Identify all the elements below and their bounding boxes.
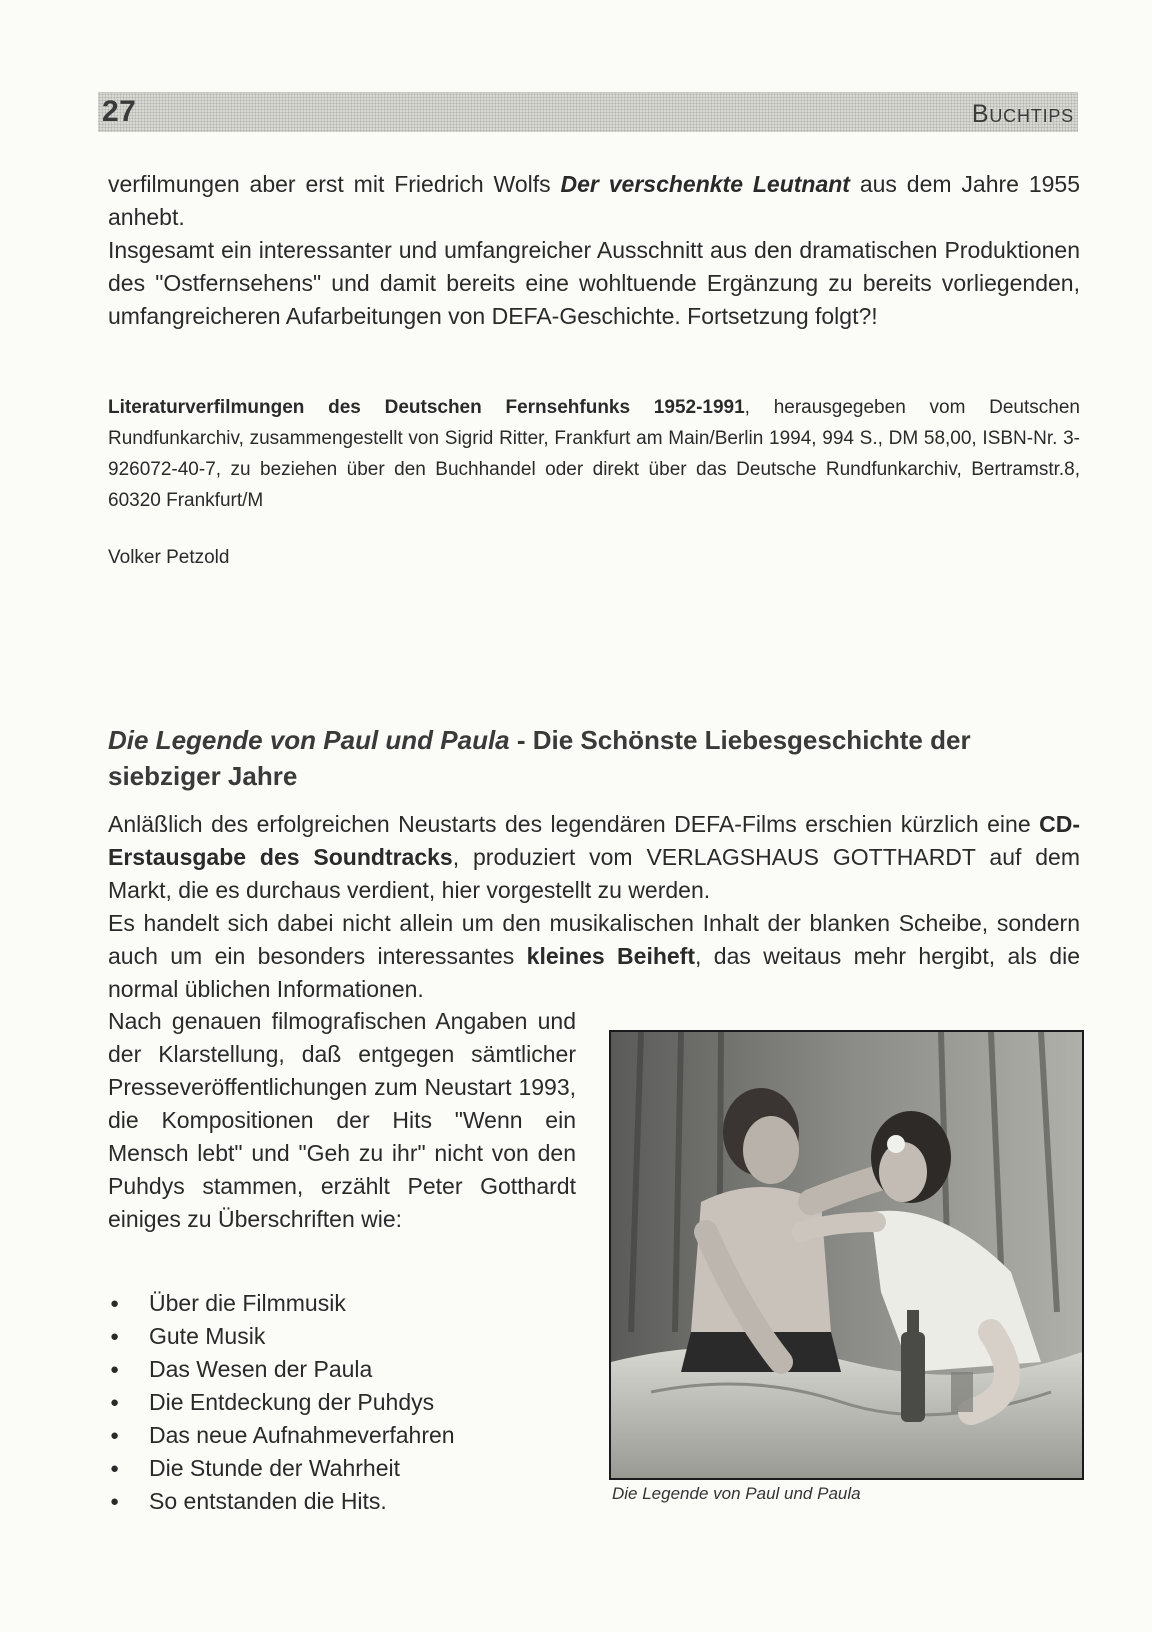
text-run: Anläßlich des erfolgreichen Neustarts des legendären DEFA-Films erschien kürzlich eine — [108, 811, 1040, 837]
film-still-illustration — [611, 1032, 1082, 1478]
list-item — [108, 1452, 588, 1485]
film-title: Der verschenkte Leutnant — [560, 171, 850, 197]
list-item-text: Die Stunde der Wahrheit — [149, 1455, 401, 1481]
page-header — [98, 92, 1078, 132]
list-item — [108, 1419, 588, 1452]
text-run: Es handelt sich dabei nicht allein um den musikalischen Inhalt der blanken Scheibe, sondern auch um ein besonders interessantes — [108, 910, 1080, 969]
topic-list — [108, 1287, 588, 1518]
bullet-icon: ● — [110, 1295, 120, 1312]
photo-caption: Die Legende von Paul und Paula — [612, 1484, 861, 1503]
review1-paragraph-2: Insgesamt ein interessanter und umfangreicher Ausschnitt aus den dramatischen Produktionen des "Ostfernsehens" und damit bereits eine wohltuende Ergänzung zu bereits vorliegenden, umfangreicheren Aufarbeitungen von DEFA-Geschichte. Fortsetzung folgt?! — [108, 237, 1080, 329]
bibliography — [108, 392, 1080, 516]
text-run: aus dem Jahre 1955 anhebt. — [108, 171, 1080, 230]
list-item — [108, 1353, 588, 1386]
bullet-icon: ● — [110, 1328, 120, 1345]
author-name: Volker Petzold — [108, 547, 230, 568]
emphasis: CD-Erstausgabe des Soundtracks — [108, 811, 1080, 870]
list-item-text: Die Entdeckung der Puhdys — [149, 1389, 435, 1415]
article-heading — [108, 722, 1068, 794]
bullet-icon: ● — [110, 1460, 120, 1477]
text-run: , das weitaus mehr hergibt, als die normal üblichen Informationen. — [108, 943, 1080, 1002]
heading-film-title: Die Legende von Paul und Paula — [108, 725, 510, 755]
review1-paragraph-1 — [108, 168, 1080, 234]
section-title: Buchtips — [971, 100, 1074, 128]
list-item-text: Gute Musik — [149, 1323, 266, 1349]
review2-column-text: Nach genauen filmografischen Angaben und der Klarstellung, daß entgegen sämtlicher Presseveröffentlichungen zum Neustart 1993, die Kompositionen der Hits "Wenn ein Mensch lebt" und "Geh zu ihr" nicht von den Puhdys stammen, erzählt Peter Gotthardt einiges zu Überschriften wie: — [108, 1008, 576, 1232]
bullet-icon: ● — [110, 1361, 120, 1378]
bullet-icon: ● — [110, 1427, 120, 1444]
emphasis: kleines Beiheft — [526, 943, 695, 969]
list-item — [108, 1485, 588, 1518]
list-item — [108, 1320, 588, 1353]
bibliography-details: , herausgegeben vom Deutschen Rundfunkarchiv, zusammengestellt von Sigrid Ritter, Frankfurt am Main/Berlin 1994, 994 S., DM 58,00, ISBN-Nr. 3-926072-40-7, zu beziehen über den Buchhandel oder direkt über das Deutsche Rundfunkarchiv, Bertramstr.8, 60320 Frankfurt/M — [108, 397, 1080, 511]
text-run: verfilmungen aber erst mit Friedrich Wolfs — [108, 171, 561, 197]
review2-paragraph-2 — [108, 907, 1080, 1006]
list-item — [108, 1386, 588, 1419]
list-item-text: Das neue Aufnahmeverfahren — [149, 1422, 455, 1448]
list-item — [108, 1287, 588, 1320]
list-item-text: So entstanden die Hits. — [149, 1488, 387, 1514]
list-item-text: Über die Filmmusik — [149, 1290, 346, 1316]
bullet-icon: ● — [110, 1394, 120, 1411]
list-item-text: Das Wesen der Paula — [149, 1356, 373, 1382]
page-number: 27 — [102, 95, 137, 128]
film-still-photo — [609, 1030, 1084, 1480]
text-run: , produziert vom VERLAGSHAUS GOTTHARDT auf dem Markt, die es durchaus verdient, hier vorgestellt zu werden. — [108, 844, 1080, 903]
bullet-icon: ● — [110, 1493, 120, 1510]
book-title: Literaturverfilmungen des Deutschen Fernsehfunks 1952-1991 — [108, 397, 745, 418]
heading-subtitle: - Die Schönste Liebesgeschichte der siebziger Jahre — [108, 725, 971, 791]
review2-intro — [108, 808, 1080, 907]
